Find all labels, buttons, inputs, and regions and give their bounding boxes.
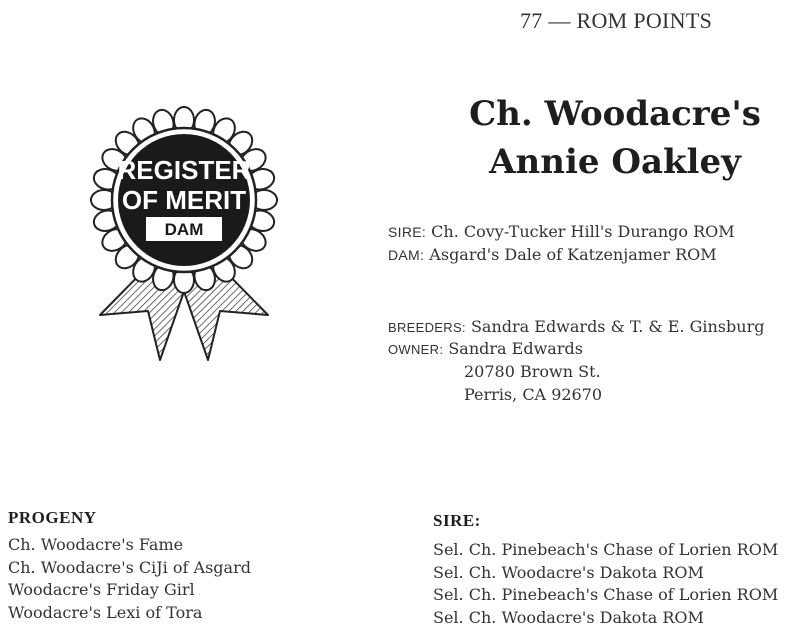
- dam-line: [388, 245, 717, 264]
- sire-item: Sel. Ch. Pinebeach's Chase of Lorien ROM: [433, 540, 779, 559]
- breeders-line: [388, 317, 764, 336]
- owner-line: [388, 339, 583, 358]
- progeny-item: Ch. Woodacre's CiJi of Asgard: [8, 557, 251, 577]
- sire-item: Sel. Ch. Pinebeach's Chase of Lorien ROM: [433, 585, 779, 604]
- progeny-section: [8, 508, 251, 624]
- dog-name-line1: Ch. Woodacre's: [469, 94, 761, 134]
- dam-label: DAM:: [388, 247, 425, 263]
- sires-list: [433, 539, 778, 629]
- progeny-item: Ch. Woodacre's Fame: [8, 535, 184, 554]
- progeny-item: Woodacre's Friday Girl: [8, 580, 195, 599]
- progeny-heading: PROGENY: [8, 508, 97, 527]
- dam-value: Asgard's Dale of Katzenjamer ROM: [429, 245, 717, 264]
- progeny-list: [8, 534, 251, 624]
- register-of-merit-badge: [88, 105, 280, 367]
- rom-points-heading: 77 — ROM POINTS: [520, 8, 713, 33]
- sire-value: Ch. Covy-Tucker Hill's Durango ROM: [431, 222, 735, 241]
- sire-label: SIRE:: [388, 224, 427, 240]
- sires-heading: SIRE:: [433, 511, 481, 530]
- breeders-label: BREEDERS:: [388, 320, 466, 335]
- owner-street: 20780 Brown St.: [464, 362, 601, 381]
- sire-line: [388, 222, 735, 241]
- owner-name: Sandra Edwards: [448, 339, 583, 358]
- dog-name-line2: Annie Oakley: [489, 142, 741, 182]
- dog-name-title: [430, 90, 800, 186]
- owner-city: Perris, CA 92670: [464, 385, 603, 404]
- sire-item: Sel. Ch. Woodacre's Dakota ROM: [433, 607, 704, 627]
- sires-section: [433, 511, 778, 629]
- breeders-value: Sandra Edwards & T. & E. Ginsburg: [470, 317, 765, 336]
- sire-item: Sel. Ch. Woodacre's Dakota ROM: [433, 562, 704, 582]
- badge-line1: REGISTER: [117, 155, 251, 185]
- badge-line3: DAM: [164, 220, 204, 239]
- badge-line2: OF MERIT: [121, 185, 247, 215]
- progeny-item: Woodacre's Lexi of Tora: [8, 602, 203, 622]
- owner-label: OWNER:: [388, 342, 444, 357]
